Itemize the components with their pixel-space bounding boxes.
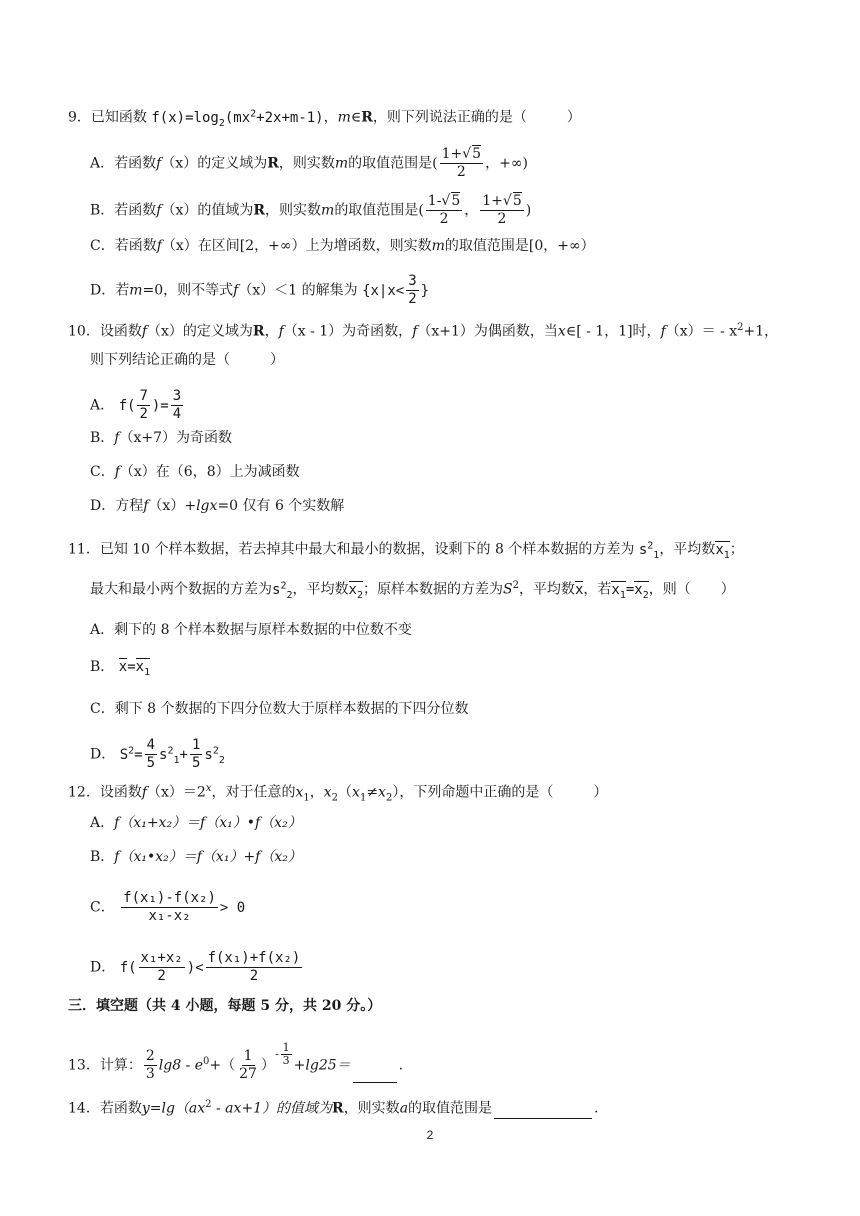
question-10-stem-line2: 则下列结论正确的是（ ）: [90, 352, 284, 368]
section-3-heading: 三．填空题（共 4 小题，每题 5 分，共 20 分。）: [68, 998, 382, 1014]
q11-option-a: A．剩下的 8 个样本数据与原样本数据的中位数不变: [90, 622, 412, 638]
q12-option-a: A．f（x₁+x₂）＝f（x₁）•f（x₂）: [90, 815, 302, 831]
q9-function-formula: $f(x)=\log_2(mx^2+2x+m-1)$: [151, 108, 324, 129]
question-12-stem: 12．设函数$f(x)=2^x$，对于任意的$x_1$，$x_2(x_1\ne x_2)$，下列命题中正确的是（ ）: [68, 783, 608, 804]
question-9-stem: 9．已知函数 $f(x)=\log_2(mx^2+2x+m-1)$，m∈R，则下列说法正确的是（ ）: [68, 108, 581, 129]
q12-option-d: D． f( $\frac{\text{x₁+x₂}}{2}$ )< $\frac{\text{f(x₁)+f(x₂)}}{2}$: [90, 950, 301, 984]
q12-option-b: B．f（x₁•x₂）＝f（x₁）+f（x₂）: [90, 849, 302, 865]
question-13: 13．计算： $\frac{2}{3}$ $\lg 8 - e^0+$（ $\frac{1}{27}$ ）- $\frac{1}{3}$ +lg25＝ .: [68, 1041, 404, 1082]
q9-option-c: C．若函数f（x）在区间[2，+∞）上为增函数，则实数m的取值范围是[0，+∞）: [90, 238, 595, 254]
q10-option-c: C．f（x）在（6，8）上为减函数: [90, 464, 300, 480]
q9-option-b: B．若函数f（x）的值域为R，则实数m的取值范围是( $\frac{1-√5}{2}$ ， $\frac{1+√5}{2}$ ): [90, 193, 532, 227]
q12-option-c: C． $\frac{\text{f(x₁)-f(x₂)}}{\text{x₁-x₂}}$ > 0: [90, 890, 246, 924]
question-11-stem-line2: 最大和最小两个数据的方差为$s^2_2$，平均数$x_2$；原样本数据的方差为$S^2$，平均数x，若$x_1=x_2$，则（ ）: [90, 580, 735, 601]
q11-option-d: D． $S^2=$ $\frac{4}{5}$ $s^2_1+$ $\frac{1}{5}$ $s^2_2$: [90, 737, 225, 771]
page-number: 2: [426, 1128, 434, 1142]
q9b-fraction-2: $\frac{1+√5}{2}$: [482, 193, 522, 227]
q9b-fraction-1: $\frac{1-√5}{2}$: [427, 193, 461, 227]
q9d-solution-set: {x|x< $\frac{3}{2}$ }: [362, 273, 430, 307]
question-11-stem: 11．已知 10 个样本数据，若去掉其中最大和最小的数据，设剩下的 8 个样本数据的方差为 $s^2_1$，平均数$x_1$；: [68, 540, 744, 561]
question-14: 14．若函数$y=\lg(ax^2 - ax+1)$的值域为R，则实数a的取值范围是 .: [68, 1099, 599, 1117]
question-10-stem: 10．设函数f（x）的定义域为R，f（x - 1）为奇函数，f（x+1）为偶函数，当x∈[ - 1，1]时，$f(x)= - x^2+1$，: [68, 322, 779, 340]
q13-answer-blank[interactable]: [353, 1082, 397, 1083]
q10-option-a: A． f( $\frac{7}{2}$ )= $\frac{3}{4}$: [90, 388, 182, 422]
q9-option-a: A．若函数f（x）的定义域为R，则实数m的取值范围是( $\frac{1+√5}{2}$ ，+∞): [90, 146, 528, 180]
q14-answer-blank[interactable]: [494, 1118, 592, 1119]
q9a-fraction: $\frac{1+√5}{2}$: [441, 146, 482, 180]
q9-option-d: D．若m=0，则不等式f（x）＜1 的解集为 {x|x< $\frac{3}{2}$ }: [90, 273, 430, 307]
q11-option-c: C．剩下 8 个数据的下四分位数大于原样本数据的下四分位数: [90, 701, 469, 717]
q11-option-b: B． $x=x_1$: [90, 659, 151, 678]
q10-option-b: B．f（x+7）为奇函数: [90, 430, 233, 446]
q10-option-d: D．方程f（x）+lgx=0 仅有 6 个实数解: [90, 498, 345, 514]
